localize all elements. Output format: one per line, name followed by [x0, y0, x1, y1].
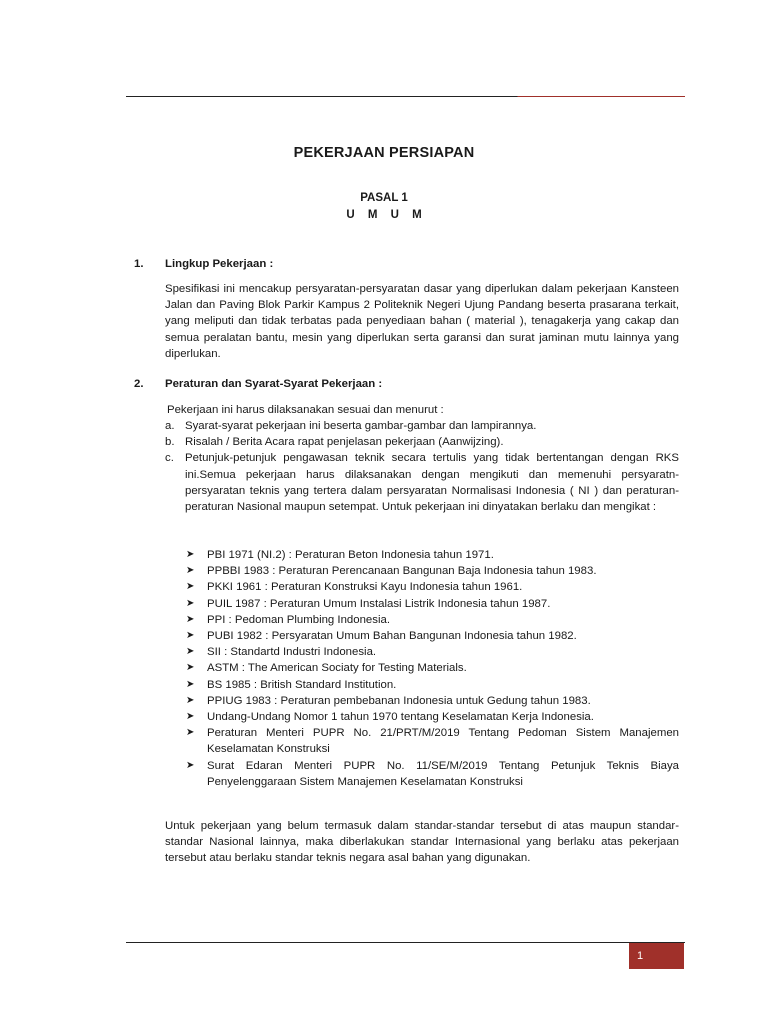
arrow-bullet-icon: ➤: [186, 711, 195, 723]
arrow-bullet-icon: ➤: [186, 597, 195, 609]
arrow-bullet-icon: ➤: [186, 727, 195, 739]
arrow-bullet-icon: ➤: [186, 549, 195, 560]
list-item: [186, 725, 679, 757]
regulation-text: PUIL 1987 : Peraturan Umum Instalasi Listrik Indonesia tahun 1987.: [207, 597, 551, 610]
arrow-bullet-icon: ➤: [186, 662, 195, 674]
list-item: [186, 596, 679, 612]
arrow-bullet-icon: ➤: [186, 565, 195, 577]
list-item: [186, 579, 679, 595]
footer-rule: [126, 942, 685, 943]
article-number: PASAL 1: [360, 192, 408, 204]
list-item: [165, 450, 679, 515]
arrow-bullet-icon: ➤: [186, 759, 195, 771]
list-item-text: Syarat-syarat pekerjaan ini beserta gambar-gambar dan lampirannya.: [185, 420, 537, 432]
regulation-text: ASTM : The American Sociaty for Testing Materials.: [207, 662, 467, 675]
document-title: PEKERJAAN PERSIAPAN: [293, 145, 475, 161]
regulation-text: PPIUG 1983 : Peraturan pembebanan Indonesia untuk Gedung tahun 1983.: [207, 694, 591, 707]
regulation-text: BS 1985 : British Standard Institution.: [207, 678, 397, 691]
list-item-text: Risalah / Berita Acara rapat penjelasan pekerjaan (Aanwijzing).: [185, 436, 504, 449]
list-item: [186, 612, 679, 628]
section-2-number: 2.: [134, 378, 144, 390]
requirements-list: [165, 418, 679, 515]
section-2-heading: Peraturan dan Syarat-Syarat Pekerjaan :: [165, 378, 383, 390]
list-item: [165, 434, 679, 450]
regulation-text: Surat Edaran Menteri PUPR No. 11/SE/M/2019 Tentang Petunjuk Teknis Biaya Penyelenggaraan Sistem Manajemen Keselamatan Konstruksi: [207, 759, 679, 788]
closing-paragraph: Untuk pekerjaan yang belum termasuk dalam standar-standar tersebut di atas maupun standar-standar Nasional lainnya, maka diberlakukan standar Internasional yang berlaku atas pekerjaan tersebut atau berlaku standar teknis negara asal bahan yang digunakan.: [165, 820, 679, 865]
regulation-text: Peraturan Menteri PUPR No. 21/PRT/M/2019 Tentang Pedoman Sistem Manajemen Keselamatan Konstruksi: [207, 727, 679, 756]
arrow-bullet-icon: ➤: [186, 581, 195, 593]
list-item: [186, 693, 679, 709]
regulation-text: PPBBI 1983 : Peraturan Perencanaan Bangunan Baja Indonesia tahun 1983.: [207, 565, 597, 578]
regulation-text: PPI : Pedoman Plumbing Indonesia.: [207, 613, 390, 626]
article-title: U M U M: [346, 209, 427, 221]
arrow-bullet-icon: ➤: [186, 613, 195, 625]
regulation-text: PUBI 1982 : Persyaratan Umum Bahan Bangunan Indonesia tahun 1982.: [207, 630, 577, 643]
list-item: [186, 677, 679, 693]
list-item: [186, 628, 679, 644]
regulation-text: Undang-Undang Nomor 1 tahun 1970 tentang Keselamatan Kerja Indonesia.: [207, 711, 594, 724]
page-number-badge: [629, 943, 684, 969]
section-2-intro: Pekerjaan ini harus dilaksanakan sesuai dan menurut :: [167, 404, 444, 416]
list-item: [186, 660, 679, 676]
arrow-bullet-icon: ➤: [186, 646, 195, 658]
list-item: [186, 709, 679, 725]
regulation-text: SII : Standartd Industri Indonesia.: [207, 646, 377, 659]
section-1-number: 1.: [134, 258, 144, 270]
regulation-text: PKKI 1961 : Peraturan Konstruksi Kayu Indonesia tahun 1961.: [207, 581, 523, 594]
page-number: 1: [637, 950, 644, 962]
list-item: [186, 547, 679, 563]
section-1-paragraph: Spesifikasi ini mencakup persyaratan-persyaratan dasar yang diperlukan dalam pekerjaan Kansteen Jalan dan Paving Blok Parkir Kampus 2 Politeknik Negeri Ujung Pandang beserta prasarana terkait, yang meliputi dan tidak terbatas pada penyediaan bahan ( material ), tenagakerja yang cakap dan semua peralatan bantu, mesin yang diperlukan serta garansi dan surat jaminan mutu lainnya yang diperlukan.: [165, 283, 679, 360]
arrow-bullet-icon: ➤: [186, 678, 195, 690]
arrow-bullet-icon: ➤: [186, 630, 195, 642]
list-item: [186, 758, 679, 790]
list-item-label: c.: [165, 452, 174, 465]
header-rule: [126, 96, 685, 97]
list-item-label: a.: [165, 420, 175, 432]
list-item: [186, 563, 679, 579]
list-item: [165, 418, 679, 434]
regulation-text: PBI 1971 (NI.2) : Peraturan Beton Indonesia tahun 1971.: [207, 549, 494, 561]
list-item: [186, 644, 679, 660]
list-item-text: Petunjuk-petunjuk pengawasan teknik secara tertulis yang tidak bertentangan dengan RKS ini.Semua pekerjaan harus dilaksanakan dengan mengikuti dan memenuhi persyaratn-persyaratan teknis yang tertera dalam persyaratan Normalisasi Indonesia ( NI ) dan peraturan-peraturan Nasional maupun setempat. Untuk pekerjaan ini dinyatakan berlaku dan mengikat :: [185, 452, 679, 514]
regulation-list: [186, 547, 679, 790]
section-1-heading: Lingkup Pekerjaan :: [165, 258, 274, 270]
arrow-bullet-icon: ➤: [186, 694, 195, 706]
list-item-label: b.: [165, 436, 175, 449]
